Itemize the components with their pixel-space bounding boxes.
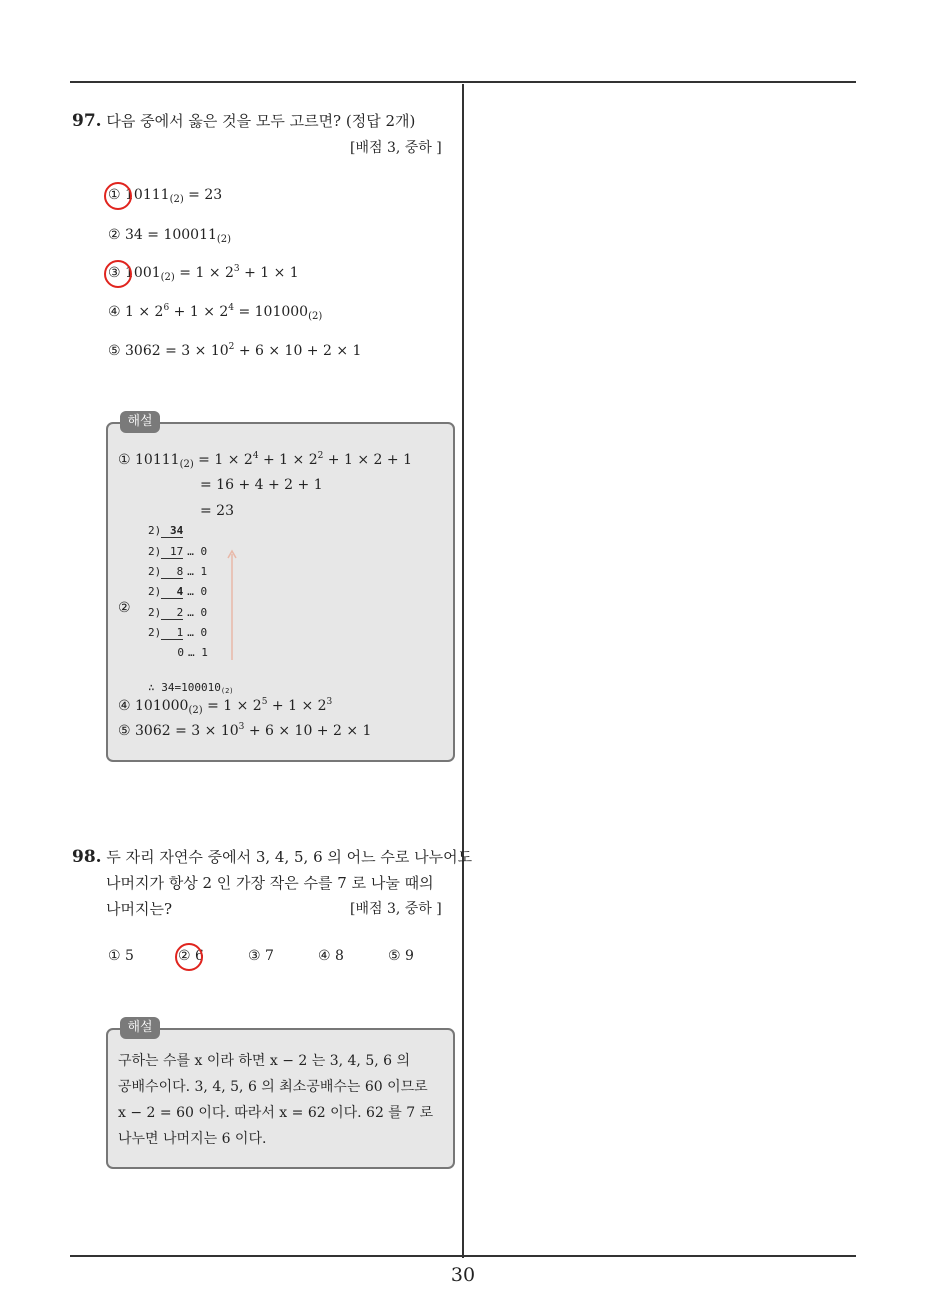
top-rule xyxy=(70,81,856,83)
solution-text-line: 구하는 수를 x 이라 하면 x − 2 는 3, 4, 5, 6 의 xyxy=(118,1053,411,1069)
division-row: 2) 17 … 0 xyxy=(148,545,208,558)
score-label: [배점 3, 중하 ] xyxy=(350,901,442,917)
option-marker: ④ xyxy=(108,304,121,320)
option-4[interactable]: ④ $1 \times 2^6 + 1 \times 2^4 = 101000_{(2)}$ xyxy=(108,303,323,322)
option-2[interactable]: ② $34 = 100011_{(2)}$ xyxy=(108,227,232,245)
option-4[interactable]: ④ 8 xyxy=(318,948,344,964)
option-marker: ① xyxy=(108,187,121,203)
division-row: 0 … 1 xyxy=(177,646,208,659)
solution-text-line: x − 2 = 60 이다. 따라서 x = 62 이다. 62 를 7 로 xyxy=(118,1105,434,1121)
question-number: 97. xyxy=(72,111,102,131)
question-text-line: 나머지는? xyxy=(106,900,173,918)
option-5[interactable]: ⑤ 9 xyxy=(388,948,414,964)
solution-text-line: 공배수이다. 3, 4, 5, 6 의 최소공배수는 60 이므로 xyxy=(118,1079,428,1095)
option-marker: ② xyxy=(108,227,121,243)
up-arrow-icon xyxy=(226,548,238,662)
page-number: 30 xyxy=(450,1264,476,1286)
question-text: 다음 중에서 옳은 것을 모두 고르면? (정답 2개) xyxy=(106,112,416,130)
option-1[interactable]: ① 5 xyxy=(108,948,134,964)
solution-text-line: 나누면 나머지는 6 이다. xyxy=(118,1131,267,1147)
division-row: 2) 2 … 0 xyxy=(148,606,208,619)
solution-line-4: ④ $101000_{(2)} = 1 \times 2^5 + 1 \times 2^3$ xyxy=(118,697,333,716)
question-98-stem xyxy=(72,846,472,867)
solution-line-5: ⑤ $3062 = 3 \times 10^3 + 6 \times 10 + 2 \times 1$ xyxy=(118,722,372,739)
answer-circle-mark xyxy=(175,943,203,971)
question-97-stem xyxy=(72,110,415,131)
column-divider xyxy=(462,84,464,1258)
question-text-line: 나머지가 항상 2 인 가장 작은 수를 7 로 나눌 때의 xyxy=(106,874,434,892)
option-3[interactable]: ③ $1001_{(2)} = 1 \times 2^3 + 1 \times 1$ xyxy=(108,264,299,283)
solution-line-3: = 23 xyxy=(200,503,234,519)
bottom-rule xyxy=(70,1255,856,1257)
option-marker: ③ xyxy=(108,265,121,281)
division-row: 2) 34 xyxy=(148,524,184,537)
solution-tab: 해설 xyxy=(120,411,160,433)
option-5[interactable]: ⑤ $3062 = 3 \times 10^2 + 6 \times 10 + 2 \times 1$ xyxy=(108,342,362,359)
score-label: [배점 3, 중하 ] xyxy=(350,140,442,156)
solution-mark-2: ② xyxy=(118,600,131,616)
option-2[interactable]: ② 6 xyxy=(178,948,204,964)
division-row: 2) 4 … 0 xyxy=(148,585,208,598)
solution-line-2: = 16 + 4 + 2 + 1 xyxy=(200,477,323,493)
question-number: 98. xyxy=(72,847,102,867)
answer-circle-mark xyxy=(104,182,132,210)
option-3[interactable]: ③ 7 xyxy=(248,948,274,964)
question-text-line: 두 자리 자연수 중에서 3, 4, 5, 6 의 어느 수로 나누어도 xyxy=(106,848,473,866)
answer-circle-mark xyxy=(104,260,132,288)
division-row: 2) 1 … 0 xyxy=(148,626,208,639)
solution-tab: 해설 xyxy=(120,1017,160,1039)
solution-line-1: ① $10111_{(2)} = 1 \times 2^4 + 1 \times 2^2 + 1 \times 2 + 1$ xyxy=(118,451,412,470)
option-1[interactable]: ① $10111_{(2)} = 23$ xyxy=(108,187,223,205)
division-row: 2) 8 … 1 xyxy=(148,565,208,578)
therefore-line: ∴ 34=100010(2) xyxy=(148,681,234,695)
option-marker: ⑤ xyxy=(108,343,121,359)
